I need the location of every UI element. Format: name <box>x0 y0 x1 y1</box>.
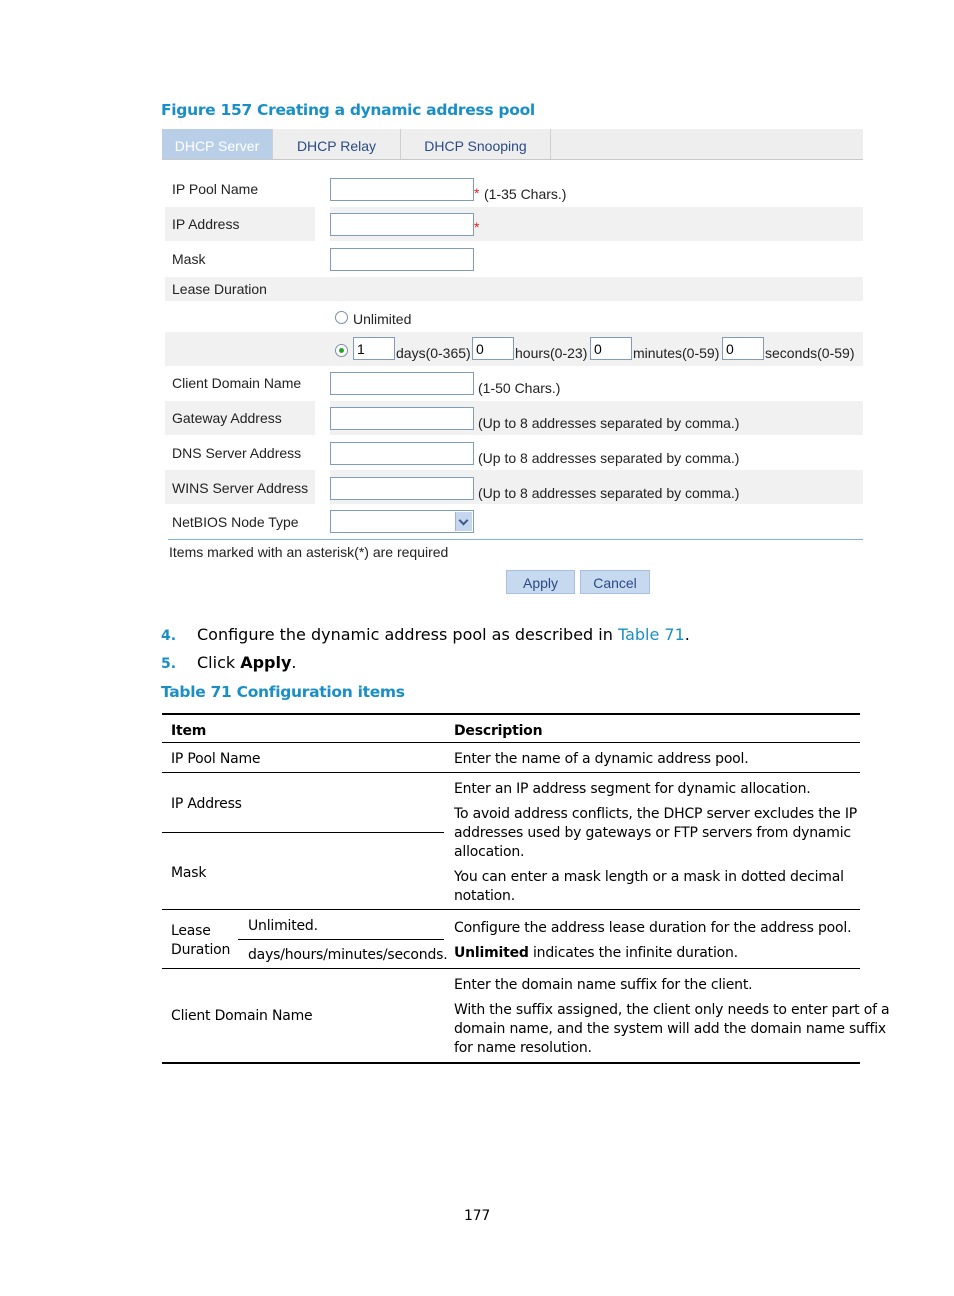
page-number: 177 <box>463 1208 491 1224</box>
client-domain-name-label: Client Domain Name <box>172 375 302 391</box>
step-text-end: . <box>291 653 297 672</box>
form-divider <box>168 539 863 540</box>
cancel-button[interactable]: Cancel <box>580 570 650 594</box>
table-cell-description: You can enter a mask length or a mask in dotted decimal <box>454 869 844 885</box>
ip-pool-name-hint: (1-35 Chars.) <box>484 186 567 202</box>
table-row-rule <box>162 772 860 773</box>
step-text-end: . <box>684 625 690 644</box>
table-top-rule <box>162 713 860 715</box>
table-cell-description: With the suffix assigned, the client only needs to enter part of a <box>454 1002 890 1018</box>
desc-text: indicates the infinite duration. <box>528 945 738 961</box>
client-domain-name-input[interactable] <box>330 372 474 395</box>
table-row-rule <box>162 909 860 910</box>
row-bg <box>165 277 863 301</box>
dns-server-address-label: DNS Server Address <box>172 445 302 461</box>
required-note: Items marked with an asterisk(*) are required <box>169 544 449 560</box>
row-gap <box>315 207 330 241</box>
table-cell-description: for name resolution. <box>454 1040 592 1056</box>
table-row-rule <box>238 939 444 940</box>
figure-caption: Figure 157 Creating a dynamic address pool <box>161 101 535 119</box>
table-row-rule <box>162 968 860 969</box>
row-gap <box>315 470 330 504</box>
table-cell-item: Lease <box>171 923 211 939</box>
table-cell-description: Enter the name of a dynamic address pool. <box>454 751 749 767</box>
chevron-down-icon[interactable] <box>455 512 472 531</box>
table-cell-description: allocation. <box>454 844 525 860</box>
step-text: Configure the dynamic address pool as described in <box>197 625 618 644</box>
wins-server-address-hint: (Up to 8 addresses separated by comma.) <box>478 485 740 501</box>
minutes-label: minutes(0-59) <box>633 345 720 361</box>
required-asterisk: * <box>474 185 480 201</box>
table-cell-item: Mask <box>171 865 207 881</box>
unlimited-label: Unlimited <box>353 311 412 327</box>
lease-duration-label: Lease Duration <box>172 281 267 297</box>
step-text: Click <box>197 653 241 672</box>
gateway-address-input[interactable] <box>330 407 474 430</box>
table-row-rule <box>162 832 444 833</box>
netbios-node-type-select[interactable] <box>330 510 474 533</box>
dns-server-address-hint: (Up to 8 addresses separated by comma.) <box>478 450 740 466</box>
table-cell-item: Duration <box>171 942 231 958</box>
step-4 <box>161 625 690 644</box>
table-cell-description: Enter an IP address segment for dynamic allocation. <box>454 781 811 797</box>
minutes-input[interactable] <box>590 337 632 360</box>
step-number: 4. <box>161 628 177 644</box>
client-domain-name-hint: (1-50 Chars.) <box>478 380 561 396</box>
unlimited-radio[interactable] <box>335 311 348 324</box>
table-header-item: Item <box>171 723 207 739</box>
gateway-address-hint: (Up to 8 addresses separated by comma.) <box>478 415 740 431</box>
table-cell-item: IP Address <box>171 796 242 812</box>
table-cell-item: Client Domain Name <box>171 1008 313 1024</box>
seconds-input[interactable] <box>722 337 764 360</box>
tab-bar <box>162 129 863 160</box>
table-cell-description: notation. <box>454 888 515 904</box>
step-number: 5. <box>161 656 177 672</box>
row-bg <box>165 207 863 241</box>
step-5 <box>161 653 297 672</box>
mask-label: Mask <box>172 251 206 267</box>
table-71-link[interactable]: Table 71 <box>617 625 685 644</box>
wins-server-address-label: WINS Server Address <box>172 480 309 496</box>
hours-input[interactable] <box>472 337 514 360</box>
bold-term: Unlimited <box>454 945 529 961</box>
table-cell-description: addresses used by gateways or FTP servers from dynamic <box>454 825 851 841</box>
days-input[interactable] <box>353 337 395 360</box>
custom-duration-radio[interactable] <box>335 344 348 357</box>
apply-button[interactable]: Apply <box>506 570 575 594</box>
table-cell-subitem: Unlimited. <box>248 918 318 934</box>
seconds-label: seconds(0-59) <box>765 345 855 361</box>
step-bold: Apply <box>240 653 292 672</box>
table-cell-description: To avoid address conflicts, the DHCP server excludes the IP <box>454 806 857 822</box>
tab-dhcp-relay[interactable]: DHCP Relay <box>273 129 401 159</box>
table-header-description: Description <box>454 723 543 739</box>
days-label: days(0-365) <box>396 345 471 361</box>
table-caption: Table 71 Configuration items <box>161 683 405 701</box>
required-asterisk: * <box>474 219 480 235</box>
table-cell-description <box>454 945 738 961</box>
table-header-rule <box>162 742 860 743</box>
tab-dhcp-snooping[interactable]: DHCP Snooping <box>401 129 551 159</box>
wins-server-address-input[interactable] <box>330 477 474 500</box>
table-cell-description: domain name, and the system will add the domain name suffix <box>454 1021 886 1037</box>
ip-address-input[interactable] <box>330 213 474 236</box>
table-cell-description: Configure the address lease duration for the address pool. <box>454 920 852 936</box>
row-gap <box>315 401 330 435</box>
netbios-node-type-label: NetBIOS Node Type <box>172 514 299 530</box>
tab-dhcp-server[interactable]: DHCP Server <box>162 129 273 159</box>
table-bottom-rule <box>162 1062 860 1064</box>
ip-pool-name-input[interactable] <box>330 178 474 201</box>
table-cell-item: IP Pool Name <box>171 751 261 767</box>
hours-label: hours(0-23) <box>515 345 588 361</box>
mask-input[interactable] <box>330 248 474 271</box>
table-cell-subitem: days/hours/minutes/seconds. <box>248 947 448 963</box>
table-cell-description: Enter the domain name suffix for the client. <box>454 977 753 993</box>
ip-pool-name-label: IP Pool Name <box>172 181 259 197</box>
gateway-address-label: Gateway Address <box>172 410 282 426</box>
ip-address-label: IP Address <box>172 216 240 232</box>
dns-server-address-input[interactable] <box>330 442 474 465</box>
